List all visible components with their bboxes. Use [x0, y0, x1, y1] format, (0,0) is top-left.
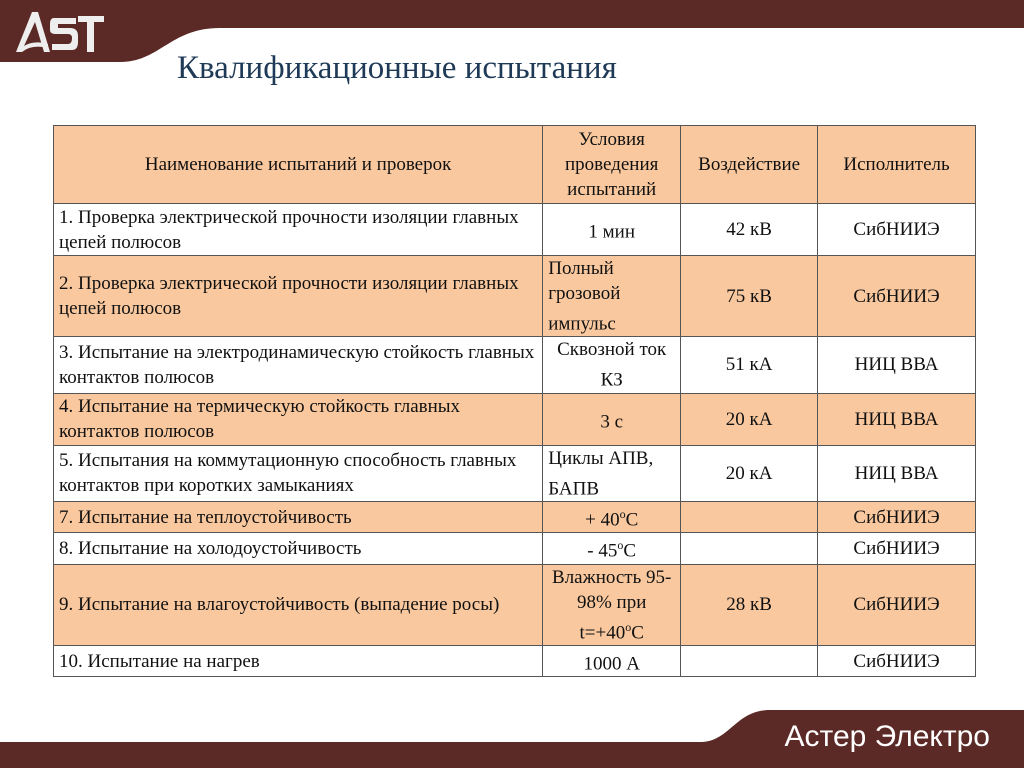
test-conditions: 1000 А [543, 645, 681, 676]
test-name: 10. Испытание на нагрев [54, 645, 543, 676]
test-conditions: Полный грозовой импульс [543, 256, 681, 337]
test-executor: СибНИИЭ [818, 256, 976, 337]
table-row [54, 445, 976, 501]
test-executor: СибНИИЭ [818, 204, 976, 256]
test-effect: 28 кВ [681, 564, 818, 645]
table-row [54, 501, 976, 532]
test-executor: СибНИИЭ [818, 501, 976, 532]
test-name: 5. Испытания на коммутационную способность главных контактов при коротких замыканиях [54, 445, 543, 501]
test-name: 3. Испытание на электродинамическую стойкость главных контактов полюсов [54, 337, 543, 393]
table-row [54, 337, 976, 393]
test-effect: 20 кА [681, 445, 818, 501]
test-executor: НИЦ ВВА [818, 445, 976, 501]
test-name: 7. Испытание на теплоустойчивость [54, 501, 543, 532]
test-executor: СибНИИЭ [818, 533, 976, 564]
test-conditions: 3 с [543, 393, 681, 445]
column-header: Наименование испытаний и проверок [54, 126, 543, 204]
column-header: Условия проведения испытаний [543, 126, 681, 204]
table-header-row [54, 126, 976, 204]
test-effect [681, 533, 818, 564]
tests-table [53, 125, 976, 677]
table-row [54, 204, 976, 256]
test-name: 2. Проверка электрической прочности изоляции главных цепей полюсов [54, 256, 543, 337]
test-conditions: + $40^oC$ [543, 501, 681, 532]
column-header: Исполнитель [818, 126, 976, 204]
test-effect: 42 кВ [681, 204, 818, 256]
test-name: 9. Испытание на влагоустойчивость (выпадение росы) [54, 564, 543, 645]
column-header: Воздействие [681, 126, 818, 204]
table-row [54, 645, 976, 676]
test-effect: 20 кА [681, 393, 818, 445]
test-conditions: Сквозной ток КЗ [543, 337, 681, 393]
test-conditions: - 45$^o$C [543, 533, 681, 564]
test-conditions: Циклы АПВ, БАПВ [543, 445, 681, 501]
test-conditions: Влажность 95-98% при $t=+40^oC$ [543, 564, 681, 645]
test-effect: 75 кВ [681, 256, 818, 337]
test-name: 8. Испытание на холодоустойчивость [54, 533, 543, 564]
test-effect [681, 645, 818, 676]
test-executor: НИЦ ВВА [818, 393, 976, 445]
footer-brand: Астер Электро [784, 720, 990, 753]
test-executor: НИЦ ВВА [818, 337, 976, 393]
page-title: Квалификационные испытания [177, 50, 617, 86]
test-conditions: 1 мин [543, 204, 681, 256]
table-row [54, 256, 976, 337]
table-row [54, 393, 976, 445]
table-row [54, 533, 976, 564]
table-row [54, 564, 976, 645]
test-effect [681, 501, 818, 532]
test-executor: СибНИИЭ [818, 564, 976, 645]
test-executor: СибНИИЭ [818, 645, 976, 676]
test-effect: 51 кА [681, 337, 818, 393]
test-name: 4. Испытание на термическую стойкость главных контактов полюсов [54, 393, 543, 445]
test-name: 1. Проверка электрической прочности изоляции главных цепей полюсов [54, 204, 543, 256]
ast-logo [14, 6, 104, 56]
